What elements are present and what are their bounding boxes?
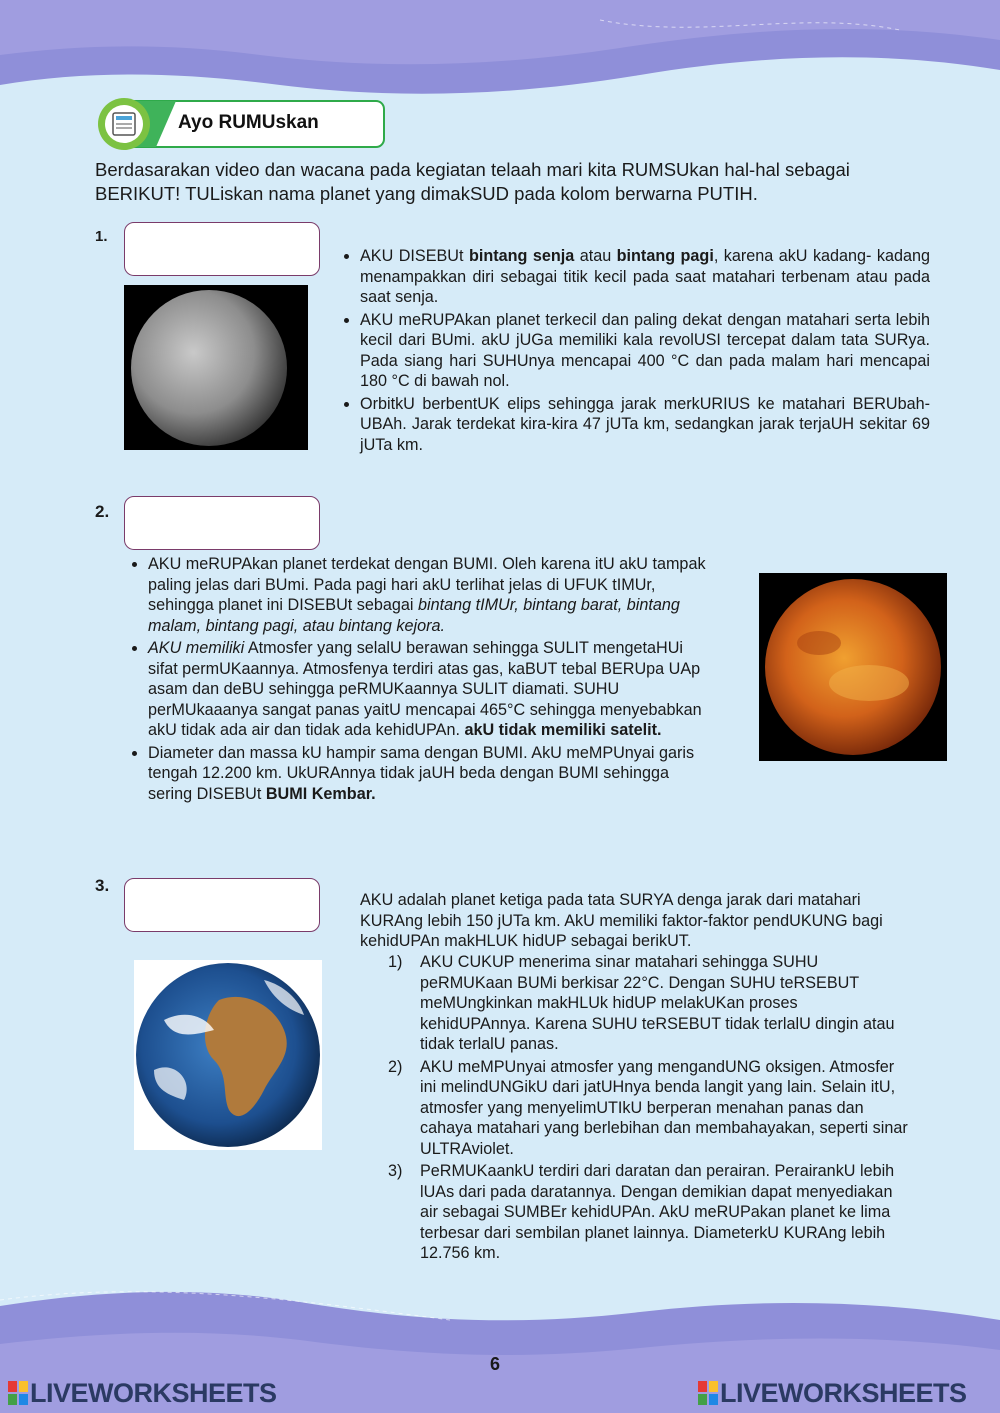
- liveworksheets-logo-icon: [8, 1381, 28, 1405]
- fact: • AKU memiliki Atmosfer yang selalU berawan sehingga SULIT mengetaHUi sifat permUKaannya. Atmosfenya terdiri atas gas, kaBUT tebal BERUpa UAp asam dan deBU sehingga peRMUKaannya SULIT diamati. SUHU perMUkaaanya sangat panas yaitU mencapai 465°C sehingga menyebabkan akU tidak ada air dan tidak ada kehidUPAn. akU tidak memiliki satelit.: [148, 638, 708, 741]
- item-number: 2.: [95, 502, 110, 521]
- fact: • Diameter dan massa kU hampir sama dengan BUMI. AkU meMPUnyai garis tengah 12.200 km. UkURAnnya tidak jaUH beda dengan BUMI sehingga sering DISEBUt BUMI Kembar.: [148, 743, 708, 805]
- item-2-facts: [128, 554, 708, 806]
- intro-text: Berdasarakan video dan wacana pada kegiatan telaah mari kita RUMSUkan hal-hal sebagai BERIKUT! TULiskan nama planet yang dimakSUD pada kolom berwarna PUTIH.: [95, 159, 850, 204]
- liveworksheets-logo-icon: [698, 1381, 718, 1405]
- section-title: Ayo RUMUskan: [178, 112, 319, 133]
- item-3-steps: [388, 952, 908, 1266]
- item-1-facts: [340, 246, 930, 457]
- answer-box-1[interactable]: [124, 222, 320, 276]
- answer-box-2[interactable]: [124, 496, 320, 550]
- fact: • AKU meRUPAkan planet terdekat dengan BUMI. Oleh karena itU akU tampak paling jelas dari BUmi. Pada pagi hari akU terlihat jelas di UFUK tIMUr, sehingga planet ini DISEBUt sebagai bintang tIMUr, bintang barat, bintang malam, bintang pagi, atau bintang kejora.: [148, 554, 708, 636]
- earth-image: [134, 960, 322, 1150]
- item-3-intro: AKU adalah planet ketiga pada tata SURYA denga jarak dari matahari KURAng lebih 150 jUTa km. AkU memiliki faktor-faktor pendUKUNG bagi kehidUPAn makHLUK hidUP sebagai berikUT.: [360, 891, 883, 950]
- item-number: 1.: [95, 228, 108, 245]
- fact: • AKU meRUPAkan planet terkecil dan paling dekat dengan matahari serta lebih kecil dari BUmi. akU jUGa memiliki kala revolUSI tercepat dalam tata SURya. Pada siang hari SUHUnya mencapai 400 °C dan pada malam hari mencapai 180 °C di bawah nol.: [360, 310, 930, 392]
- page-number: 6: [490, 1354, 501, 1374]
- list-item: 2) AKU meMPUnyai atmosfer yang mengandUNG oksigen. Atmosfer ini melindUNGikU dari jatUHnya benda langit yang lain. Selain itU, atmosfer yang menyelimUTIkU berperan menahan panas dan cahaya matahari yang berlebihan dan membahayakan, seperti sinar ULTRAviolet.: [388, 1057, 908, 1158]
- brand-left[interactable]: LIVEWORKSHEETS: [8, 1378, 277, 1409]
- list-item: 1) AKU CUKUP menerima sinar matahari sehingga SUHU peRMUKaan BUMi berkisar 22°C. Dengan SUHU teRSEBUT meMUngkinkan makHLUk hidUP melakUKan proses kehidUPAnnya. Karena SUHU teRSEBUT tidak terlalU dingin atau tidak terlalU panas.: [388, 953, 895, 1053]
- fact: • AKU DISEBUt bintang senja atau bintang pagi, karena akU kadang- kadang menampakkan diri sebagai titik kecil pada saat matahari terbenam atau pada saat senja.: [360, 246, 930, 308]
- mercury-image: [124, 285, 308, 450]
- list-item: 3) PeRMUKaankU terdiri dari daratan dan perairan. PerairankU lebih lUAs dari pada daratannya. Dengan demikian dapat menyediakan air sebagai SUMBEr kehidUPAn. AkU meRUPakan planet ke lima terbesar dari sembilan planet lainnya. DiameterkU KURAng lebih 12.756 km.: [388, 1162, 895, 1262]
- fact: • OrbitkU berbentUK elips sehingga jarak merkURIUS ke matahari BERUbah-UBAh. Jarak terdekat kira-kira 47 jUTa km, sedangkan jarak terjaUH sekitar 69 jUTa km.: [360, 394, 930, 456]
- venus-image: [759, 573, 947, 761]
- answer-box-3[interactable]: [124, 878, 320, 932]
- item-number: 3.: [95, 876, 110, 895]
- brand-right[interactable]: LIVEWORKSHEETS: [698, 1378, 967, 1409]
